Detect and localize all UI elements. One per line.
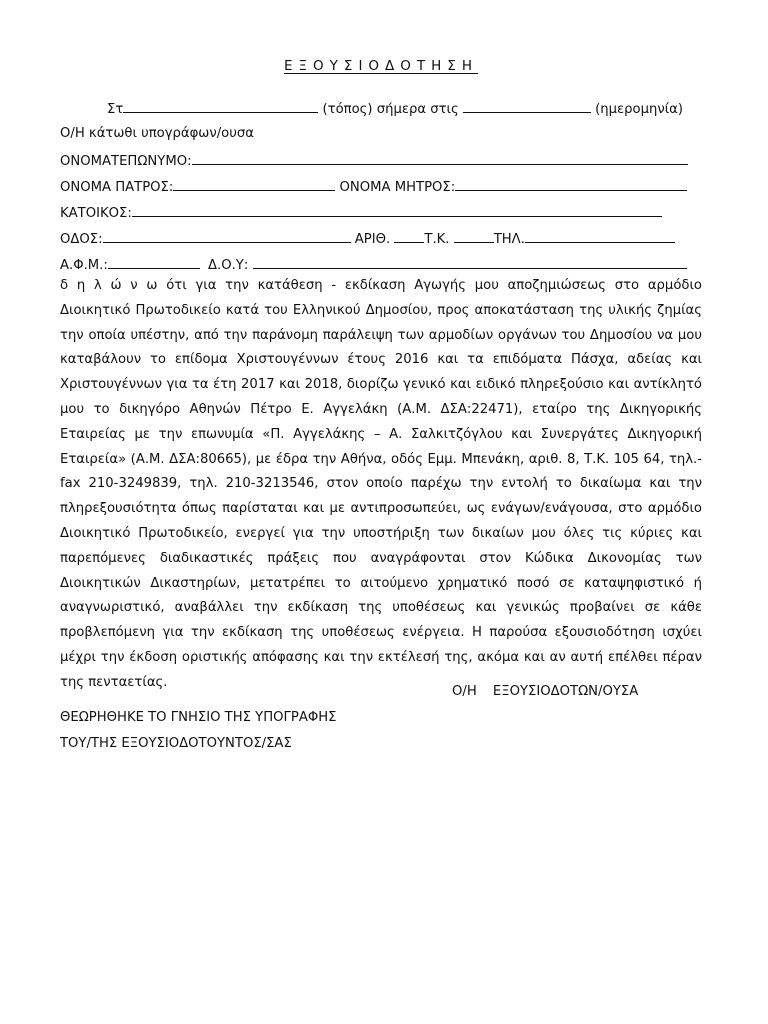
signatory-line: Ο/Η κάτωθι υπογράφων/ουσα	[60, 126, 254, 141]
parents-line	[60, 176, 702, 196]
doy-blank[interactable]	[253, 254, 687, 269]
doy-label: Δ.Ο.Υ:	[208, 258, 249, 273]
afm-blank[interactable]	[108, 254, 200, 269]
name-blank[interactable]	[192, 150, 688, 165]
phone-label: ΤΗΛ.	[493, 232, 525, 247]
postcode-label: Τ.Κ.	[424, 232, 450, 247]
postcode-blank[interactable]	[454, 228, 494, 243]
father-blank[interactable]	[173, 176, 335, 191]
place-prefix: Στ	[107, 102, 124, 117]
street-label: ΟΔΟΣ:	[60, 232, 103, 247]
certification-line-2: ΤΟΥ/ΤΗΣ ΕΞΟΥΣΙΟΔΟΤΟΥΝΤΟΣ/ΣΑΣ	[60, 736, 292, 751]
place-date-line	[107, 98, 702, 118]
place-blank[interactable]	[123, 98, 318, 113]
certification-line-1: ΘΕΩΡΗΘΗΚΕ ΤΟ ΓΝΗΣΙΟ ΤΗΣ ΥΠΟΓΡΑΦΗΣ	[60, 710, 337, 725]
name-label: ΟΝΟΜΑΤΕΠΩΝΥΜΟ:	[60, 154, 192, 169]
mother-label: ΟΝΟΜΑ ΜΗΤΡΟΣ:	[339, 180, 456, 195]
place-label: (τόπος) σήμερα στις	[322, 102, 459, 117]
residence-line	[60, 202, 702, 222]
declaration-text: δ η λ ώ ν ω ότι για την κατάθεση - εκδίκαση Αγωγής μου αποζημιώσεως στο αρμόδιο Διοικητικό Πρωτοδικείο κατά του Ελληνικού Δημοσίου, προς αποκατάσταση της υλικής ζημίας την οποία υπέστην, από την παράνομη παράλειψη των αρμοδίων οργάνων του Δημοσίου να μου καταβάλουν το επίδομα Χριστουγέννων έτους 2016 και τα επιδόματα Πάσχα, αδείας και Χριστουγέννων για τα έτη 2017 και 2018, διορίζω γενικό και ειδικό πληρεξούσιο και αντίκλητό μου το δικηγόρο Αθηνών Πέτρο Ε. Αγγελάκη (Α.Μ. ΔΣΑ:22471), εταίρο της Δικηγορικής Εταιρείας με την επωνυμία «Π. Αγγελάκης – Α. Σαλκιτζόγλου και Συνεργάτες Δικηγορική Εταιρεία» (Α.Μ. ΔΣΑ:80665), με έδρα την Αθήνα, οδός Εμμ. Μπενάκη, αριθ. 8, Τ.Κ. 105 64, τηλ.-fax 210-3249839, τηλ. 210-3213546, στον οποίο παρέχω την εντολή το δικαίωμα και την πληρεξουσιότητα όπως παρίσταται και με αντιπροσωπεύει, ως ενάγων/ενάγουσα, στο αρμόδιο Διοικητικό Πρωτοδικείο, ενεργεί για την υποστήριξη των δικαίων μου όλες τις κύριες και παρεπόμενες διαδικαστικές πράξεις που αναγράφονται στον Κώδικα Δικονομίας των Διοικητικών Δικαστηρίων, μετατρέπει το αιτούμενο χρηματικό ποσό σε καταψηφιστικό ή αναγνωριστικό, αναβάλλει την εκδίκαση της υποθέσεως και γενικώς προβαίνει σε κάθε προβλεπόμενη για την εκδίκαση της υποθέσεως ενέργεια. Η παρούσα εξουσιοδότηση ισχύει μέχρι την έκδοση οριστικής απόφασης και την εκτέλεσή της, ακόμα και αν αυτή επέλθει πέραν της πενταετίας.	[60, 278, 702, 690]
name-line	[60, 150, 702, 170]
mother-blank[interactable]	[455, 176, 687, 191]
date-blank[interactable]	[463, 98, 591, 113]
street-blank[interactable]	[103, 228, 351, 243]
date-label: (ημερομηνία)	[595, 102, 684, 117]
declaration-paragraph	[60, 274, 702, 696]
document-title: ΕΞΟΥΣΙΟΔΟΤΗΣΗ	[283, 58, 478, 74]
afm-label: Α.Φ.Μ.:	[60, 258, 108, 273]
number-label: ΑΡΙΘ.	[354, 232, 391, 247]
tax-line	[60, 254, 702, 274]
residence-blank[interactable]	[132, 202, 662, 217]
phone-blank[interactable]	[525, 228, 675, 243]
residence-label: ΚΑΤΟΙΚΟΣ:	[60, 206, 132, 221]
number-blank[interactable]	[394, 228, 424, 243]
signature-label: Ο/Η ΕΞΟΥΣΙΟΔΟΤΩΝ/ΟΥΣΑ	[452, 684, 639, 699]
address-line	[60, 228, 702, 248]
father-label: ΟΝΟΜΑ ΠΑΤΡΟΣ:	[60, 180, 174, 195]
